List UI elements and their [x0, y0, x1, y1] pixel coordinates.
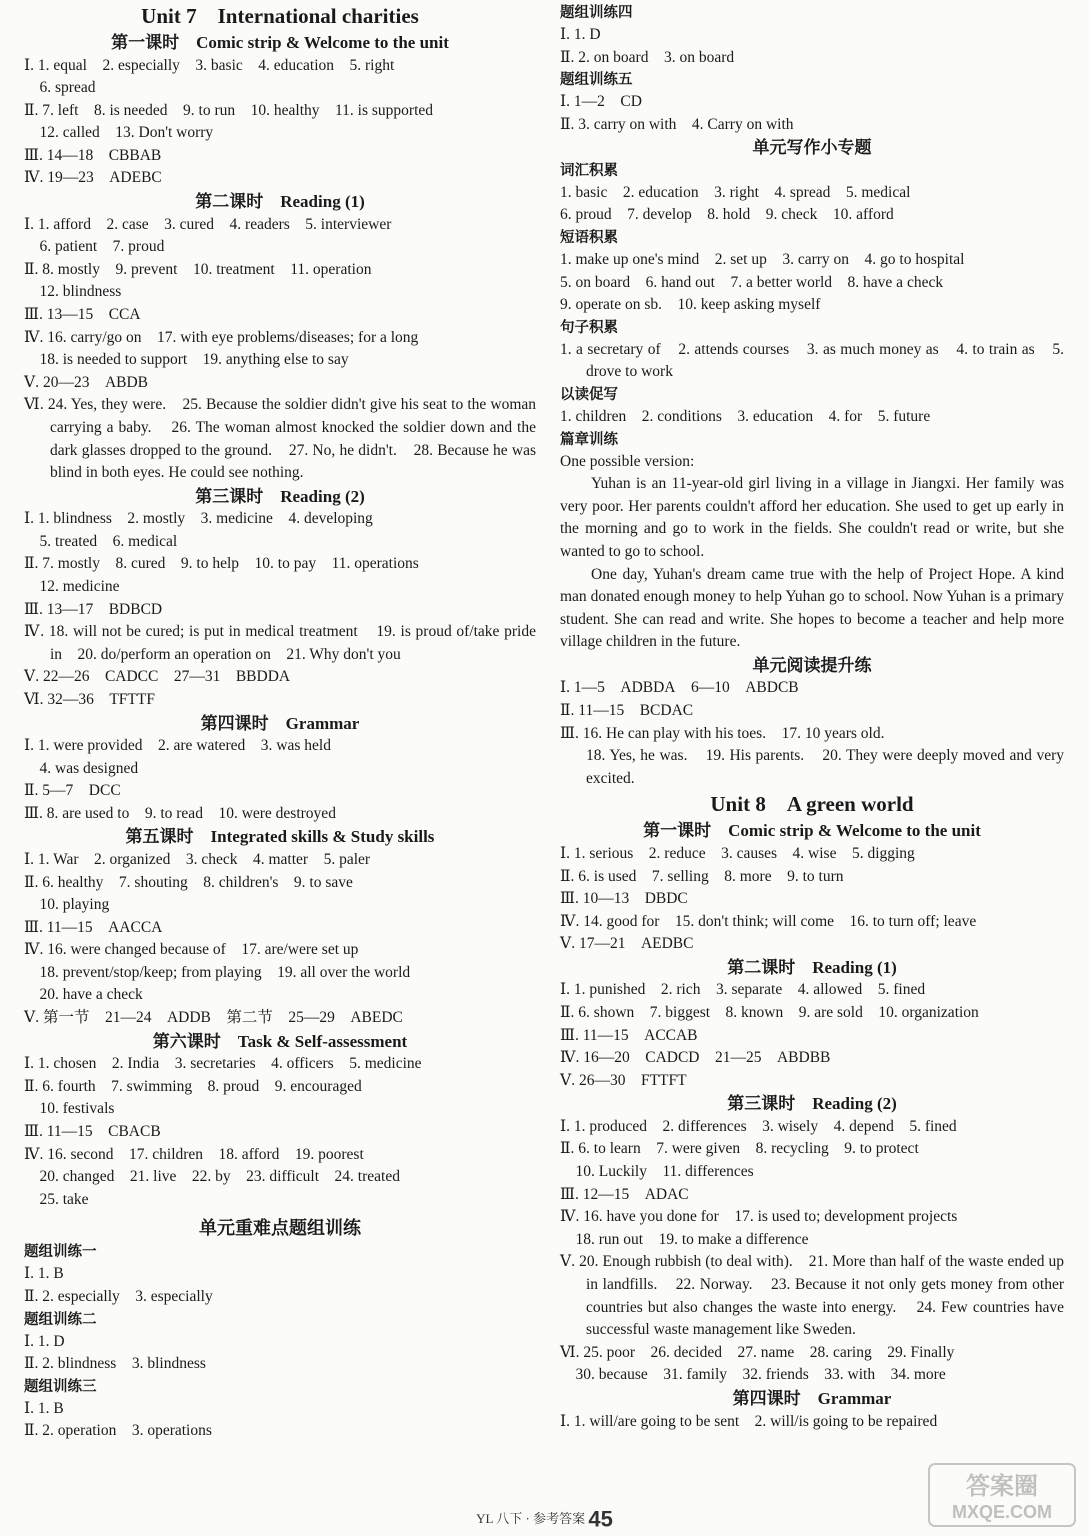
answer-line: 12. blindness	[24, 283, 122, 301]
answer-line: Ⅳ. 19—23 ADEBC	[24, 169, 162, 187]
answer-line: Ⅱ. 6. is used 7. selling 8. more 9. to turn	[560, 867, 844, 885]
answer-line: 18. Yes, he was. 19. His parents. 20. They were deeply moved and very excited.	[586, 747, 1064, 787]
group-title: 题组训练一	[24, 1244, 97, 1261]
answer-line: 5. treated 6. medical	[24, 532, 178, 550]
group-title: 题组训练四	[560, 5, 633, 21]
answer-line: Ⅴ. 第一节 21—24 ADDB 第二节 25—29 ABEDC	[24, 1009, 403, 1027]
answer-line: Ⅵ. 25. poor 26. decided 27. name 28. caring 29. Finally	[560, 1343, 955, 1361]
answer-line: 25. take	[24, 1190, 89, 1208]
lesson-title: 第二课时 Reading (1)	[195, 192, 365, 212]
lesson-title: 第一课时 Comic strip & Welcome to the unit	[111, 33, 449, 52]
answer-line: Ⅱ. 11—15 BCDAC	[560, 702, 694, 720]
answer-line: Ⅰ. 1—2 CD	[560, 93, 642, 111]
group-title: 句子积累	[560, 319, 618, 336]
answer-line: Ⅵ. 32—36 TFTTF	[24, 690, 155, 708]
answer-line: Ⅲ. 10—13 DBDC	[560, 890, 688, 908]
essay-paragraph: One day, Yuhan's dream came true with the help of Project Hope. A kind man donated enough money to help Yuhan go to school. Now Yuhan is a primary student. She can read and write. She hopes to become a teacher and help more village children in the future.	[560, 565, 1064, 651]
answer-line: Ⅱ. 8. mostly 9. prevent 10. treatment 11. operation	[24, 260, 372, 278]
right-column	[560, 2, 1064, 1433]
answer-line: Ⅴ. 20—23 ABDB	[24, 373, 149, 391]
answer-line: 10. Luckily 11. differences	[560, 1163, 754, 1181]
answer-line: Ⅱ. 7. left 8. is needed 9. to run 10. healthy 11. is supported	[24, 101, 434, 119]
answer-line: Ⅳ. 18. will not be cured; is put in medical treatment 19. is proud of/take pride in 20. do/perform an operation on 21. Why don't you	[24, 623, 536, 663]
answer-line: Ⅳ. 16. carry/go on 17. with eye problems/diseases; for a long	[24, 328, 419, 346]
answer-line: Ⅰ. 1. were provided 2. are watered 3. was held	[24, 737, 331, 755]
lesson-title: 第六课时 Task & Self-assessment	[152, 1031, 408, 1051]
answer-line: 30. because 31. family 32. friends 33. with 34. more	[560, 1366, 946, 1384]
left-column	[24, 2, 536, 1443]
answer-line: Ⅴ. 17—21 AEDBC	[560, 935, 694, 953]
answer-line: Ⅰ. 1. D	[24, 1332, 65, 1350]
lesson-title: 单元写作小专题	[752, 138, 872, 158]
lesson-title: 第三课时 Reading (2)	[727, 1094, 897, 1114]
lesson-title: 第五课时 Integrated skills & Study skills	[125, 827, 435, 847]
answer-line: Ⅴ. 22—26 CADCC 27—31 BBDDA	[24, 668, 291, 686]
answer-line: Ⅲ. 14—18 CBBAB	[24, 146, 162, 164]
answer-line: Ⅰ. 1. will/are going to be sent 2. will/is going to be repaired	[560, 1412, 938, 1430]
answer-line: Ⅰ. 1. D	[560, 26, 601, 43]
essay-paragraph: Yuhan is an 11-year-old girl living in a village in Jiangxi. Her family was very poor. Her parents couldn't afford her education. She used to get up early in the morning and go to work in the fields. She couldn't read or write, but she wanted to go to school.	[560, 475, 1064, 560]
group-title: 短语积累	[560, 230, 618, 247]
answer-line: Ⅳ. 14. good for 15. don't think; will come 16. to turn off; leave	[560, 912, 977, 930]
group-title: 篇章训练	[560, 431, 618, 448]
answer-line: 1. children 2. conditions 3. education 4. for 5. future	[560, 408, 931, 426]
answer-line: Ⅲ. 16. He can play with his toes. 17. 10 years old.	[560, 724, 885, 742]
answer-line: 18. run out 19. to make a difference	[560, 1230, 809, 1248]
answer-line: Ⅰ. 1. War 2. organized 3. check 4. matter 5. paler	[24, 850, 371, 868]
answer-line: 10. festivals	[24, 1100, 115, 1118]
answer-line: 1. a secretary of 2. attends courses 3. as much money as 4. to train as 5. drove to work	[560, 340, 1064, 381]
answer-line: Ⅱ. 3. carry on with 4. Carry on with	[560, 115, 794, 133]
watermark-line1: 答案圈	[966, 1473, 1038, 1500]
lesson-title: 第四课时 Grammar	[732, 1389, 892, 1408]
footer-code: YL 八下 · 参考答案	[476, 1511, 586, 1526]
answer-line: Ⅳ. 16. were changed because of 17. are/were set up	[24, 941, 359, 959]
page-footer	[0, 1508, 1089, 1531]
answer-line: Ⅰ. 1. blindness 2. mostly 3. medicine 4. developing	[24, 510, 373, 528]
answer-line: 6. spread	[24, 79, 96, 97]
lesson-title: 单元阅读提升练	[752, 655, 872, 675]
answer-line: One possible version:	[560, 452, 695, 470]
answer-line: Ⅳ. 16—20 CADCD 21—25 ABDBB	[560, 1049, 831, 1067]
group-title: 词汇积累	[560, 162, 618, 179]
answer-line: 20. changed 21. live 22. by 23. difficult 24. treated	[24, 1168, 400, 1186]
answer-line: 20. have a check	[24, 986, 143, 1004]
watermark-line2: MXQE.COM	[951, 1502, 1053, 1522]
answer-line: 12. called 13. Don't worry	[24, 124, 214, 142]
answer-line: Ⅰ. 1. B	[24, 1265, 64, 1283]
answer-line: 12. medicine	[24, 577, 120, 595]
answer-line: 18. prevent/stop/keep; from playing 19. all over the world	[24, 963, 411, 981]
answer-line: Ⅲ. 12—15 ADAC	[560, 1185, 689, 1203]
group-title: 题组训练五	[560, 72, 633, 89]
answer-line: 6. proud 7. develop 8. hold 9. check 10. afford	[560, 206, 894, 224]
answer-line: 6. patient 7. proud	[24, 238, 165, 256]
watermark-logo	[927, 1462, 1077, 1528]
answer-line: Ⅱ. 6. to learn 7. were given 8. recycling 9. to protect	[560, 1140, 919, 1158]
answer-line: Ⅱ. 6. shown 7. biggest 8. known 9. are sold 10. organization	[560, 1004, 979, 1021]
answer-line: Ⅳ. 16. second 17. children 18. afford 19. poorest	[24, 1145, 364, 1163]
answer-line: 4. was designed	[24, 759, 139, 777]
answer-line: Ⅲ. 11—15 ACCAB	[560, 1026, 698, 1044]
lesson-title: 第四课时 Grammar	[200, 713, 360, 733]
section-title: 单元重难点题组训练	[199, 1218, 361, 1239]
answer-line: Ⅰ. 1. punished 2. rich 3. separate 4. allowed 5. fined	[560, 981, 926, 999]
answer-line: Ⅵ. 24. Yes, they were. 25. Because the soldier didn't give his seat to the woman carrying a baby. 26. The woman almost knocked the soldier down and the dark glasses dropped to the ground. 27. No, he didn't. 28. Because he was blind in both eyes. He could see nothing.	[24, 396, 536, 482]
answer-line: Ⅲ. 13—17 BDBCD	[24, 600, 163, 618]
answer-line: Ⅱ. 6. fourth 7. swimming 8. proud 9. encouraged	[24, 1077, 362, 1095]
answer-line: Ⅰ. 1. B	[24, 1399, 64, 1417]
answer-line: Ⅱ. 7. mostly 8. cured 9. to help 10. to pay 11. operations	[24, 555, 419, 573]
answer-line: Ⅲ. 11—15 CBACB	[24, 1122, 161, 1140]
answer-line: 1. make up one's mind 2. set up 3. carry on 4. go to hospital	[560, 251, 965, 269]
answer-line: 5. on board 6. hand out 7. a better world 8. have a check	[560, 273, 944, 291]
answer-line: Ⅳ. 16. have you done for 17. is used to; development projects	[560, 1208, 958, 1226]
answer-line: Ⅲ. 8. are used to 9. to read 10. were destroyed	[24, 804, 336, 822]
answer-line: 9. operate on sb. 10. keep asking myself	[560, 296, 821, 314]
answer-line: Ⅲ. 13—15 CCA	[24, 305, 141, 323]
answer-line: Ⅴ. 26—30 FTTFT	[560, 1071, 687, 1089]
group-title: 题组训练三	[24, 1378, 97, 1395]
answer-line: Ⅱ. 2. operation 3. operations	[24, 1422, 212, 1440]
answer-line: 10. playing	[24, 896, 110, 914]
answer-line: Ⅰ. 1—5 ADBDA 6—10 ABDCB	[560, 679, 799, 697]
unit-title: Unit 7 International charities	[141, 4, 419, 28]
answer-line: 18. is needed to support 19. anything else to say	[24, 351, 349, 369]
lesson-title: 第三课时 Reading (2)	[195, 486, 365, 506]
answer-line: Ⅰ. 1. afford 2. case 3. cured 4. readers 5. interviewer	[24, 215, 392, 233]
lesson-title: 第二课时 Reading (1)	[727, 957, 897, 977]
answer-line: Ⅴ. 20. Enough rubbish (to deal with). 21. More than half of the waste ended up in landfills. 22. Norway. 23. Because it not only gets money from other countries but also changes the waste into energy. 24. Few countries have successful waste management like Sweden.	[560, 1253, 1064, 1339]
page-number: 45	[588, 1506, 613, 1532]
answer-line: Ⅱ. 2. blindness 3. blindness	[24, 1355, 206, 1373]
answer-line: 1. basic 2. education 3. right 4. spread 5. medical	[560, 183, 911, 201]
answer-line: Ⅰ. 1. equal 2. especially 3. basic 4. education 5. right	[24, 56, 395, 74]
answer-line: Ⅲ. 11—15 AACCA	[24, 918, 163, 936]
answer-line: Ⅱ. 6. healthy 7. shouting 8. children's 9. to save	[24, 873, 353, 891]
unit-title: Unit 8 A green world	[710, 792, 914, 817]
group-title: 以读促写	[560, 387, 618, 404]
answer-line: Ⅱ. 2. on board 3. on board	[560, 48, 735, 66]
answer-line: Ⅰ. 1. produced 2. differences 3. wisely 4. depend 5. fined	[560, 1117, 957, 1135]
answer-line: Ⅰ. 1. serious 2. reduce 3. causes 4. wise 5. digging	[560, 844, 915, 862]
answer-line: Ⅱ. 5—7 DCC	[24, 782, 121, 800]
answer-line: Ⅱ. 2. especially 3. especially	[24, 1287, 213, 1305]
group-title: 题组训练二	[24, 1311, 97, 1328]
lesson-title: 第一课时 Comic strip & Welcome to the unit	[643, 821, 981, 841]
answer-line: Ⅰ. 1. chosen 2. India 3. secretaries 4. officers 5. medicine	[24, 1055, 422, 1073]
